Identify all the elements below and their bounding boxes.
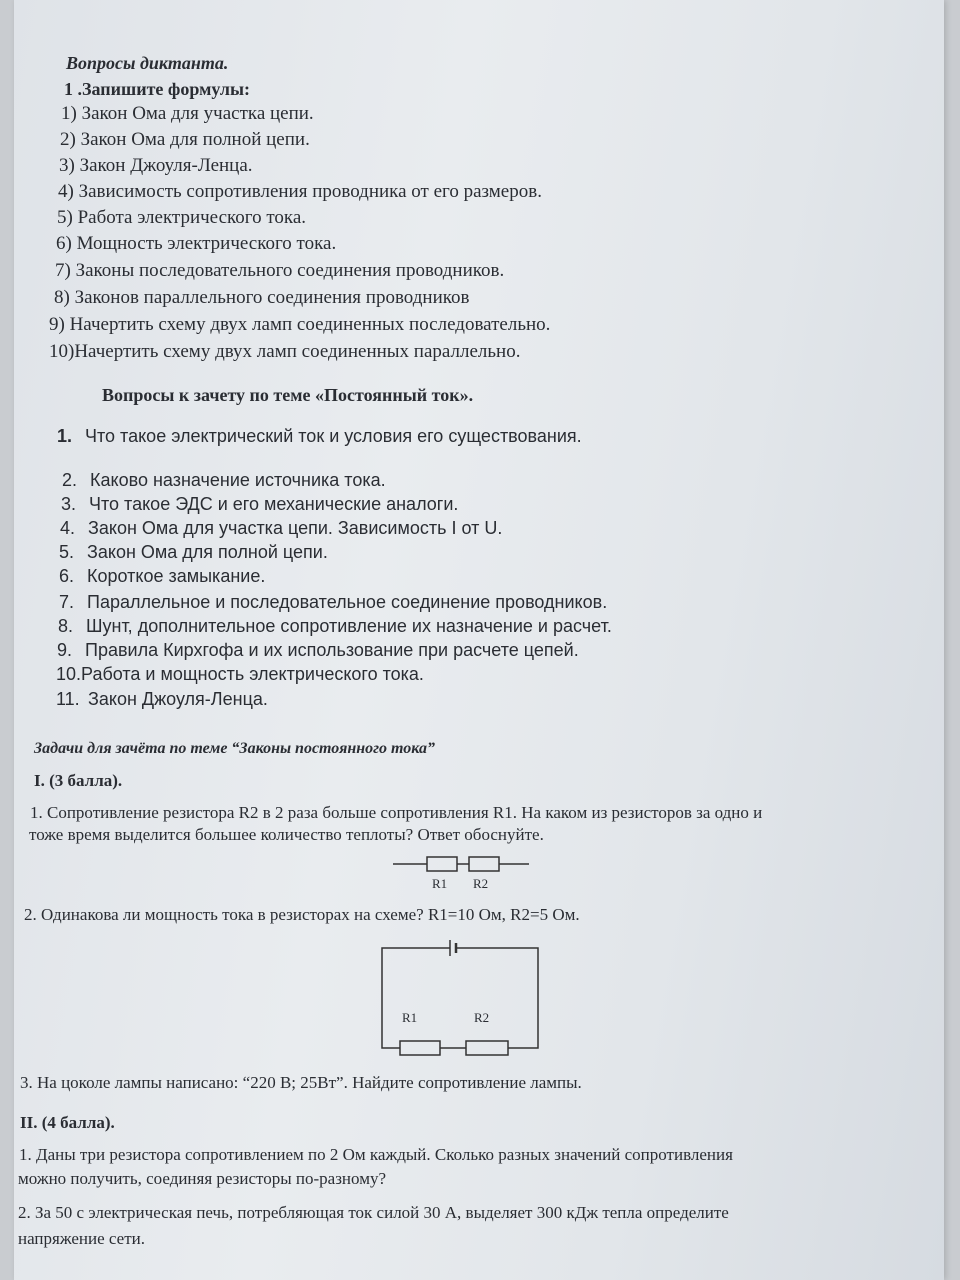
dictation-item: 7) Законы последовательного соединения проводников.: [55, 260, 505, 281]
dictation-item: 4) Зависимость сопротивления проводника от его размеров.: [58, 181, 542, 202]
series-resistors-figure: [389, 852, 539, 894]
exam-item: [56, 663, 424, 685]
exam-title: Вопросы к зачету по теме «Постоянный ток».: [102, 385, 474, 405]
exam-item-number: 1.: [57, 426, 73, 446]
problem-text: напряжение сети.: [18, 1229, 145, 1248]
exam-item: [56, 688, 268, 710]
exam-item-text: Короткое замыкание.: [87, 566, 266, 586]
exam-item-text: Правила Кирхгофа и их использование при расчете цепей.: [85, 640, 579, 660]
dictation-item: 8) Законов параллельного соединения проводников: [54, 287, 470, 308]
exam-item-text: Что такое ЭДС и его механические аналоги.: [89, 494, 459, 514]
problem-text: 2. Одинакова ли мощность тока в резисторах на схеме? R1=10 Ом, R2=5 Ом.: [24, 905, 580, 924]
problem-text: 1. Сопротивление резистора R2 в 2 раза больше сопротивления R1. На каком из резисторов за одно и: [30, 803, 763, 822]
part1-heading: I. (3 балла).: [34, 771, 123, 790]
problem-text: тоже время выделится большее количество теплоты? Ответ обоснуйте.: [29, 825, 544, 844]
exam-item: [61, 493, 458, 515]
exam-item-number: 5.: [59, 542, 75, 562]
problem-text: 3. На цоколе лампы написано: “220 В; 25Вт”. Найдите сопротивление лампы.: [20, 1073, 582, 1092]
exam-item: [59, 591, 607, 613]
part2-heading: II. (4 балла).: [20, 1113, 115, 1132]
exam-item: [57, 639, 579, 661]
exam-item-text: Что такое электрический ток и условия его существования.: [85, 426, 582, 446]
exam-item-number: 8.: [58, 616, 74, 636]
exam-item-number: 10.: [56, 664, 82, 684]
problem-text: 2. За 50 с электрическая печь, потребляющая ток силой 30 А, выделяет 300 кДж тепла определите: [18, 1203, 729, 1222]
exam-item-number: 2.: [62, 470, 78, 490]
dictation-title: Вопросы диктанта.: [66, 53, 229, 73]
exam-item: [60, 517, 502, 539]
exam-item: [58, 615, 612, 637]
exam-item-number: 3.: [61, 494, 77, 514]
exam-item-number: 4.: [60, 518, 76, 538]
exam-item-number: 6.: [59, 566, 75, 586]
circuit-figure: [374, 932, 554, 1062]
exam-item: [59, 565, 265, 587]
exam-item-text: Параллельное и последовательное соединение проводников.: [87, 592, 608, 612]
exam-item-text: Работа и мощность электрического тока.: [81, 664, 424, 684]
exam-item-number: 9.: [57, 640, 73, 660]
exam-item-text: Шунт, дополнительное сопротивление их назначение и расчет.: [86, 616, 612, 636]
dictation-item: 1) Закон Ома для участка цепи.: [61, 103, 314, 124]
dictation-item: 5) Работа электрического тока.: [57, 207, 307, 228]
exam-item-text: Каково назначение источника тока.: [90, 470, 386, 490]
exam-item-number: 11.: [56, 689, 80, 709]
exam-item-text: Закон Ома для участка цепи. Зависимость I от U.: [88, 518, 503, 538]
problem-text: 1. Даны три резистора сопротивлением по 2 Ом каждый. Сколько разных значений сопротивления: [19, 1145, 733, 1164]
dictation-item: 6) Мощность электрического тока.: [56, 233, 337, 254]
dictation-item: 9) Начертить схему двух ламп соединенных последовательно.: [49, 314, 551, 335]
paper-sheet: [14, 0, 944, 1280]
exam-item-number: 7.: [59, 592, 75, 612]
exam-item: [59, 541, 328, 563]
exam-item: [57, 425, 582, 447]
fig2-r2-label: R2: [474, 1010, 490, 1025]
fig2-r1-label: R1: [402, 1010, 418, 1025]
dictation-item: 3) Закон Джоуля-Ленца.: [59, 155, 253, 176]
fig1-r1-label: R1: [432, 876, 448, 891]
dictation-item: 2) Закон Ома для полной цепи.: [60, 129, 310, 150]
problem-text: можно получить, соединяя резисторы по-разному?: [18, 1169, 387, 1188]
dictation-task: 1 .Запишите формулы:: [64, 79, 251, 99]
exam-item-text: Закон Джоуля-Ленца.: [88, 689, 268, 709]
dictation-item: 10)Начертить схему двух ламп соединенных параллельно.: [49, 341, 521, 362]
problems-title: Задачи для зачёта по теме “Законы постоянного тока”: [34, 740, 435, 757]
fig1-r2-label: R2: [473, 876, 489, 891]
exam-item-text: Закон Ома для полной цепи.: [87, 542, 328, 562]
exam-item: [62, 469, 386, 491]
